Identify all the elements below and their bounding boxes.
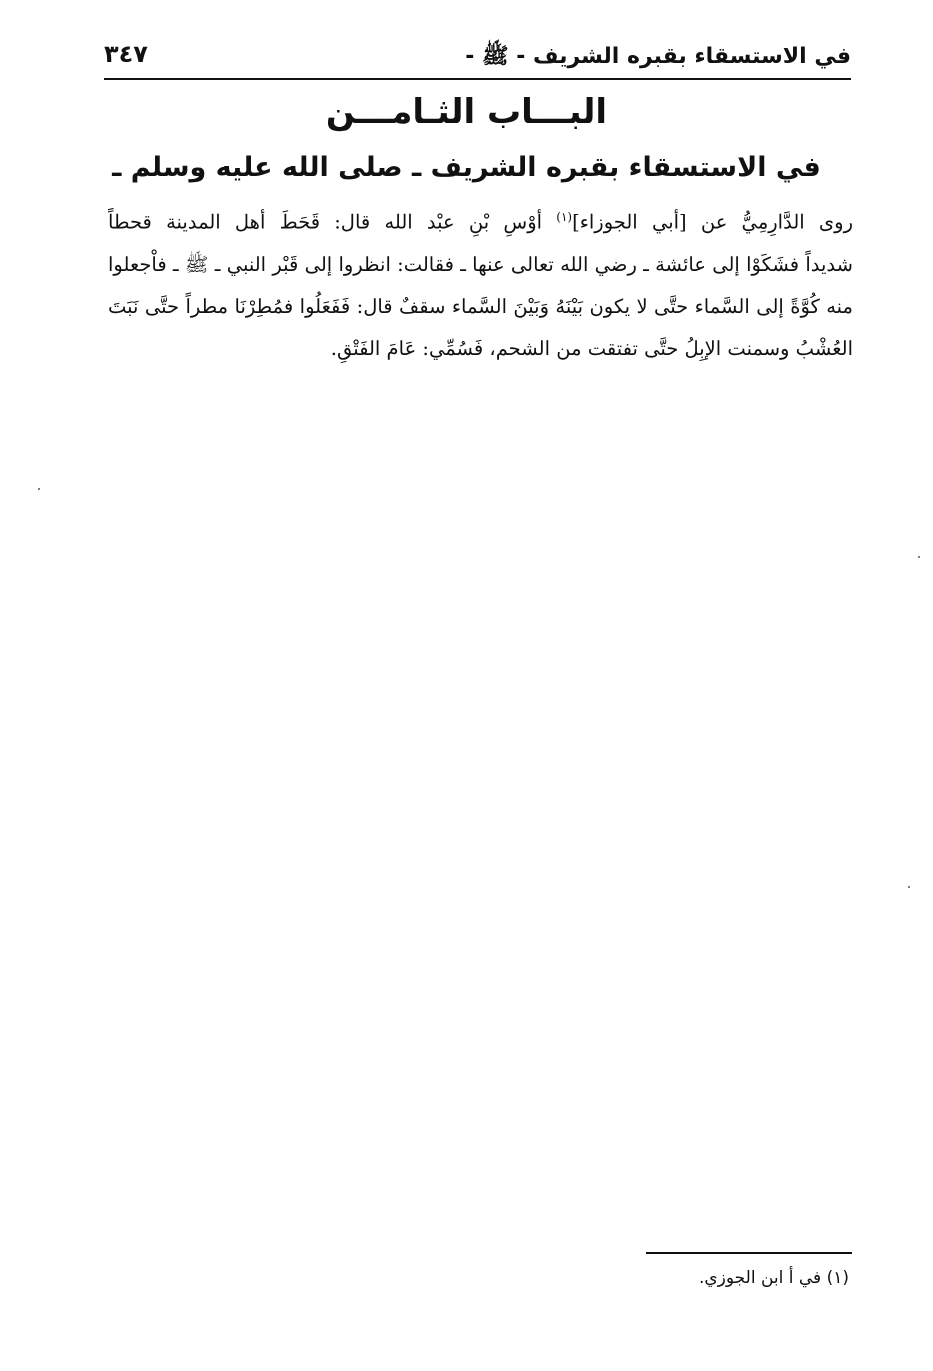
footnote-reference: (١) bbox=[556, 210, 573, 224]
footnote: (١) في أ ابن الجوزي. bbox=[698, 1268, 849, 1288]
body-line-1-start: روى الدَّارِمِيُّ عن [أبي الجوزاء] bbox=[572, 210, 854, 234]
body-paragraph bbox=[108, 196, 853, 370]
body-line-1 bbox=[108, 196, 853, 244]
scan-speck bbox=[908, 886, 910, 888]
body-line-1-end: أوْسِ بْنِ عبْد الله قال: قَحَطَ أهل المدينة قحطاً bbox=[108, 210, 557, 234]
chapter-title: البـــاب الثـامـــن bbox=[325, 92, 608, 132]
body-line-4: العُشْبُ وسمنت الإبِلُ حتَّى تفتقت من الشحم، فَسُمِّي: عَامَ الفَتْقِ. bbox=[330, 336, 853, 360]
running-title: في الاستسقاء بقبره الشريف - ﷺ - bbox=[465, 44, 851, 69]
scan-speck bbox=[38, 488, 40, 490]
chapter-subtitle: في الاستسقاء بقبره الشريف ـ صلى الله عليه وسلم ـ bbox=[112, 152, 821, 183]
body-line-2: شديداً فشَكَوْا إلى عائشة ـ رضي الله تعالى عنها ـ فقالت: انظروا إلى قَبْر النبي ـ ﷺ ـ فاْجعلوا bbox=[108, 252, 853, 276]
scan-speck bbox=[918, 556, 920, 558]
page-number: ٣٤٧ bbox=[104, 40, 148, 68]
running-header bbox=[104, 38, 851, 80]
body-line-3: منه كُوَّةً إلى السَّماء حتَّى لا يكون بَيْنَهُ وَبَيْنَ السَّماء سقفٌ قال: فَفَعَلُوا فمُطِرْنَا مطراً حتَّى نَبَتَ bbox=[108, 294, 853, 318]
footnote-divider bbox=[646, 1252, 852, 1254]
